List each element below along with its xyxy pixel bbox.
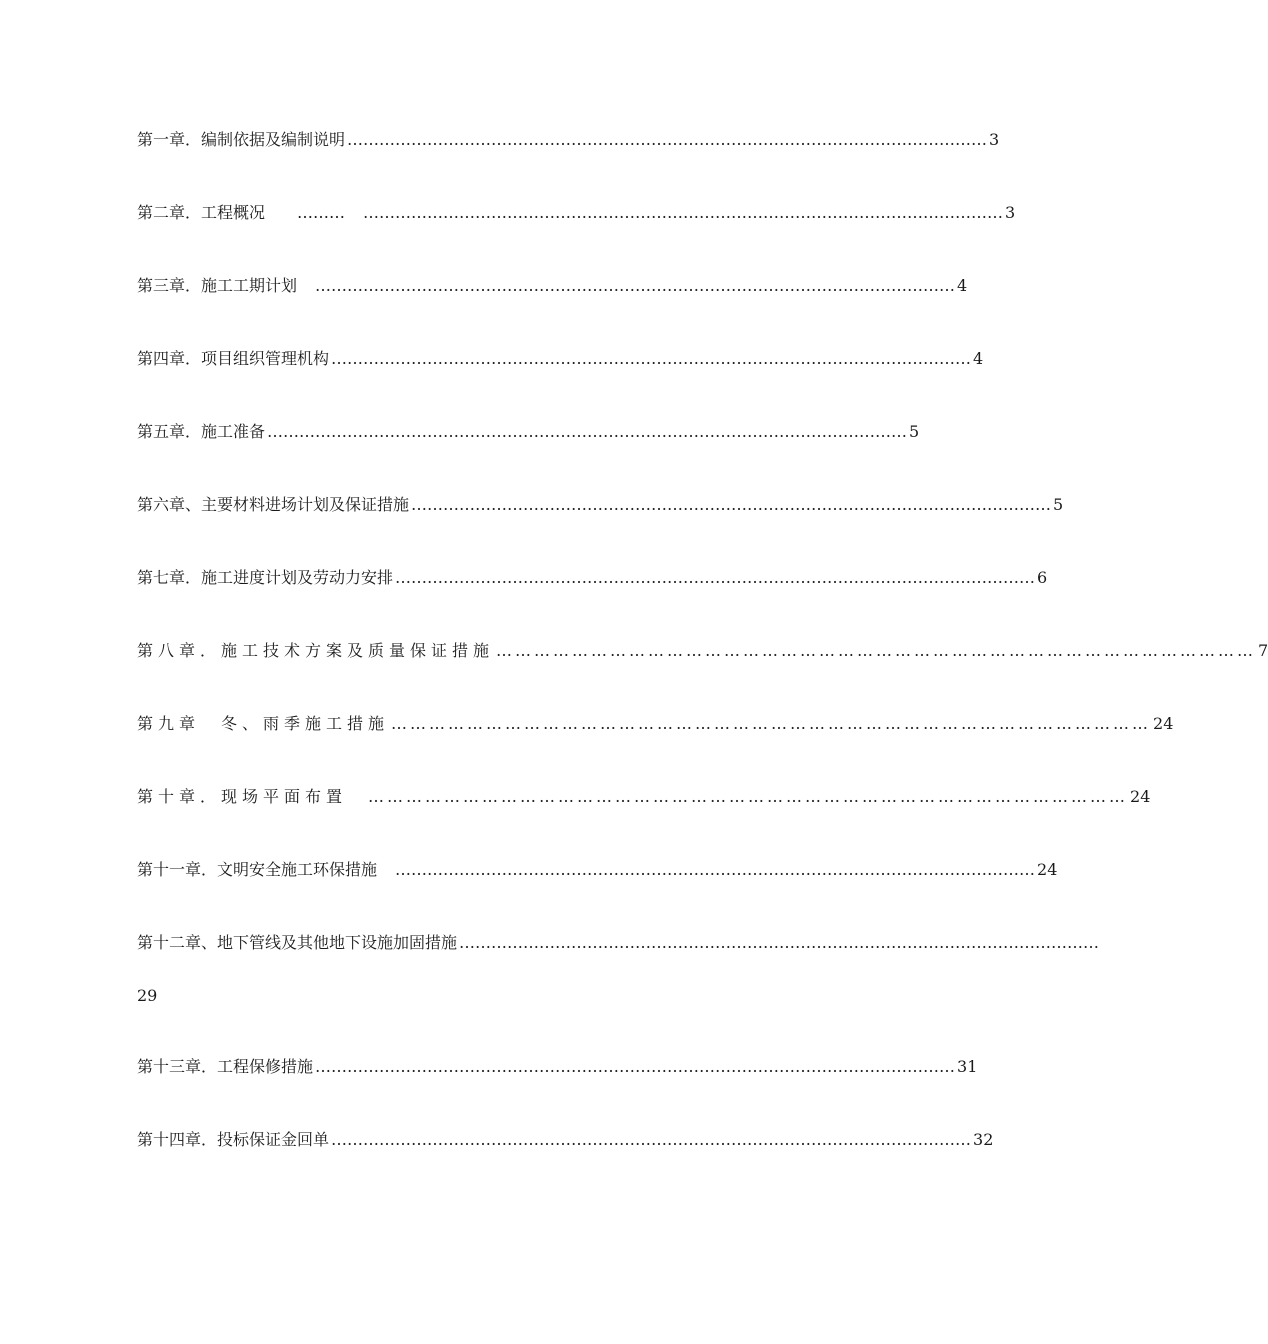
dot-leader: ………………………………………………………………………………………………………… — [459, 933, 1100, 952]
toc-entry-page: 29 — [137, 986, 158, 1005]
toc-entry-3 — [137, 272, 968, 300]
dot-leader: ………………………………………………………………………………………………………… — [391, 714, 1152, 733]
toc-entry-5 — [137, 418, 920, 446]
toc-entry-1 — [137, 126, 1000, 154]
toc-entry-title: 第十三章．工程保修措施 — [137, 1057, 314, 1076]
toc-entry-title: 第十章．现场平面布置 — [137, 787, 348, 806]
dot-leader: ………………………………………………………………………………………………………… — [379, 860, 1036, 879]
toc-entry-page: 3 — [989, 130, 1000, 149]
dot-leader: ………………………………………………………………………………………………………… — [299, 276, 956, 295]
toc-entry-page: 24 — [1130, 787, 1151, 806]
toc-entry-title: 第八章．施工技术方案及质量保证措施 — [137, 641, 495, 660]
toc-entry-page: 5 — [909, 422, 920, 441]
toc-entry-title: 第六章、主要材料进场计划及保证措施 — [137, 495, 410, 514]
toc-entry-8 — [137, 637, 1268, 665]
toc-entry-9 — [137, 710, 1174, 738]
toc-entry-page: 4 — [957, 276, 968, 295]
toc-entry-12 — [137, 929, 1100, 957]
dot-leader: ………………………………………………………………………………………………………… — [331, 349, 972, 368]
toc-entry-title: 第九章 冬、雨季施工措施 — [137, 714, 390, 733]
toc-entry-page: 4 — [973, 349, 984, 368]
dot-leader: ………………………………………………………………………………………………………… — [347, 203, 1004, 222]
toc-entry-page: 3 — [1005, 203, 1016, 222]
toc-entry-14 — [137, 1126, 994, 1154]
toc-entry-6 — [137, 491, 1064, 519]
toc-entry-title: 第二章．工程概况 ……… — [137, 203, 346, 222]
toc-entry-title: 第十一章．文明安全施工环保措施 — [137, 860, 378, 879]
toc-entry-13 — [137, 1053, 978, 1081]
dot-leader: ………………………………………………………………………………………………………… — [395, 568, 1036, 587]
toc-entry-11 — [137, 856, 1058, 884]
toc-entry-page: 31 — [957, 1057, 978, 1076]
dot-leader: ………………………………………………………………………………………………………… — [347, 130, 988, 149]
dot-leader: ………………………………………………………………………………………………………… — [496, 641, 1257, 660]
toc-entry-7 — [137, 564, 1048, 592]
toc-entry-title: 第五章．施工准备 — [137, 422, 266, 441]
toc-entry-title: 第七章．施工进度计划及劳动力安排 — [137, 568, 394, 587]
toc-entry-page: 24 — [1153, 714, 1174, 733]
toc-entry-title: 第三章．施工工期计划 — [137, 276, 298, 295]
toc-entry-4 — [137, 345, 984, 373]
dot-leader: ………………………………………………………………………………………………………… — [315, 1057, 956, 1076]
toc-entry-10 — [137, 783, 1151, 811]
toc-entry-title: 第十二章、地下管线及其他地下设施加固措施 — [137, 933, 458, 952]
toc-entry-page: 6 — [1037, 568, 1048, 587]
toc-entry-title: 第十四章．投标保证金回单 — [137, 1130, 330, 1149]
toc-entry-title: 第四章．项目组织管理机构 — [137, 349, 330, 368]
dot-leader: ………………………………………………………………………………………………………… — [267, 422, 908, 441]
dot-leader: ………………………………………………………………………………………………………… — [349, 787, 1129, 806]
toc-entry-page: 32 — [973, 1130, 994, 1149]
dot-leader: ………………………………………………………………………………………………………… — [331, 1130, 972, 1149]
toc-entry-page: 7 — [1258, 641, 1268, 660]
toc-entry-page: 5 — [1053, 495, 1064, 514]
toc-entry-title: 第一章．编制依据及编制说明 — [137, 130, 346, 149]
toc-entry-page: 24 — [1037, 860, 1058, 879]
dot-leader: ………………………………………………………………………………………………………… — [411, 495, 1052, 514]
toc-entry-2 — [137, 199, 1016, 227]
